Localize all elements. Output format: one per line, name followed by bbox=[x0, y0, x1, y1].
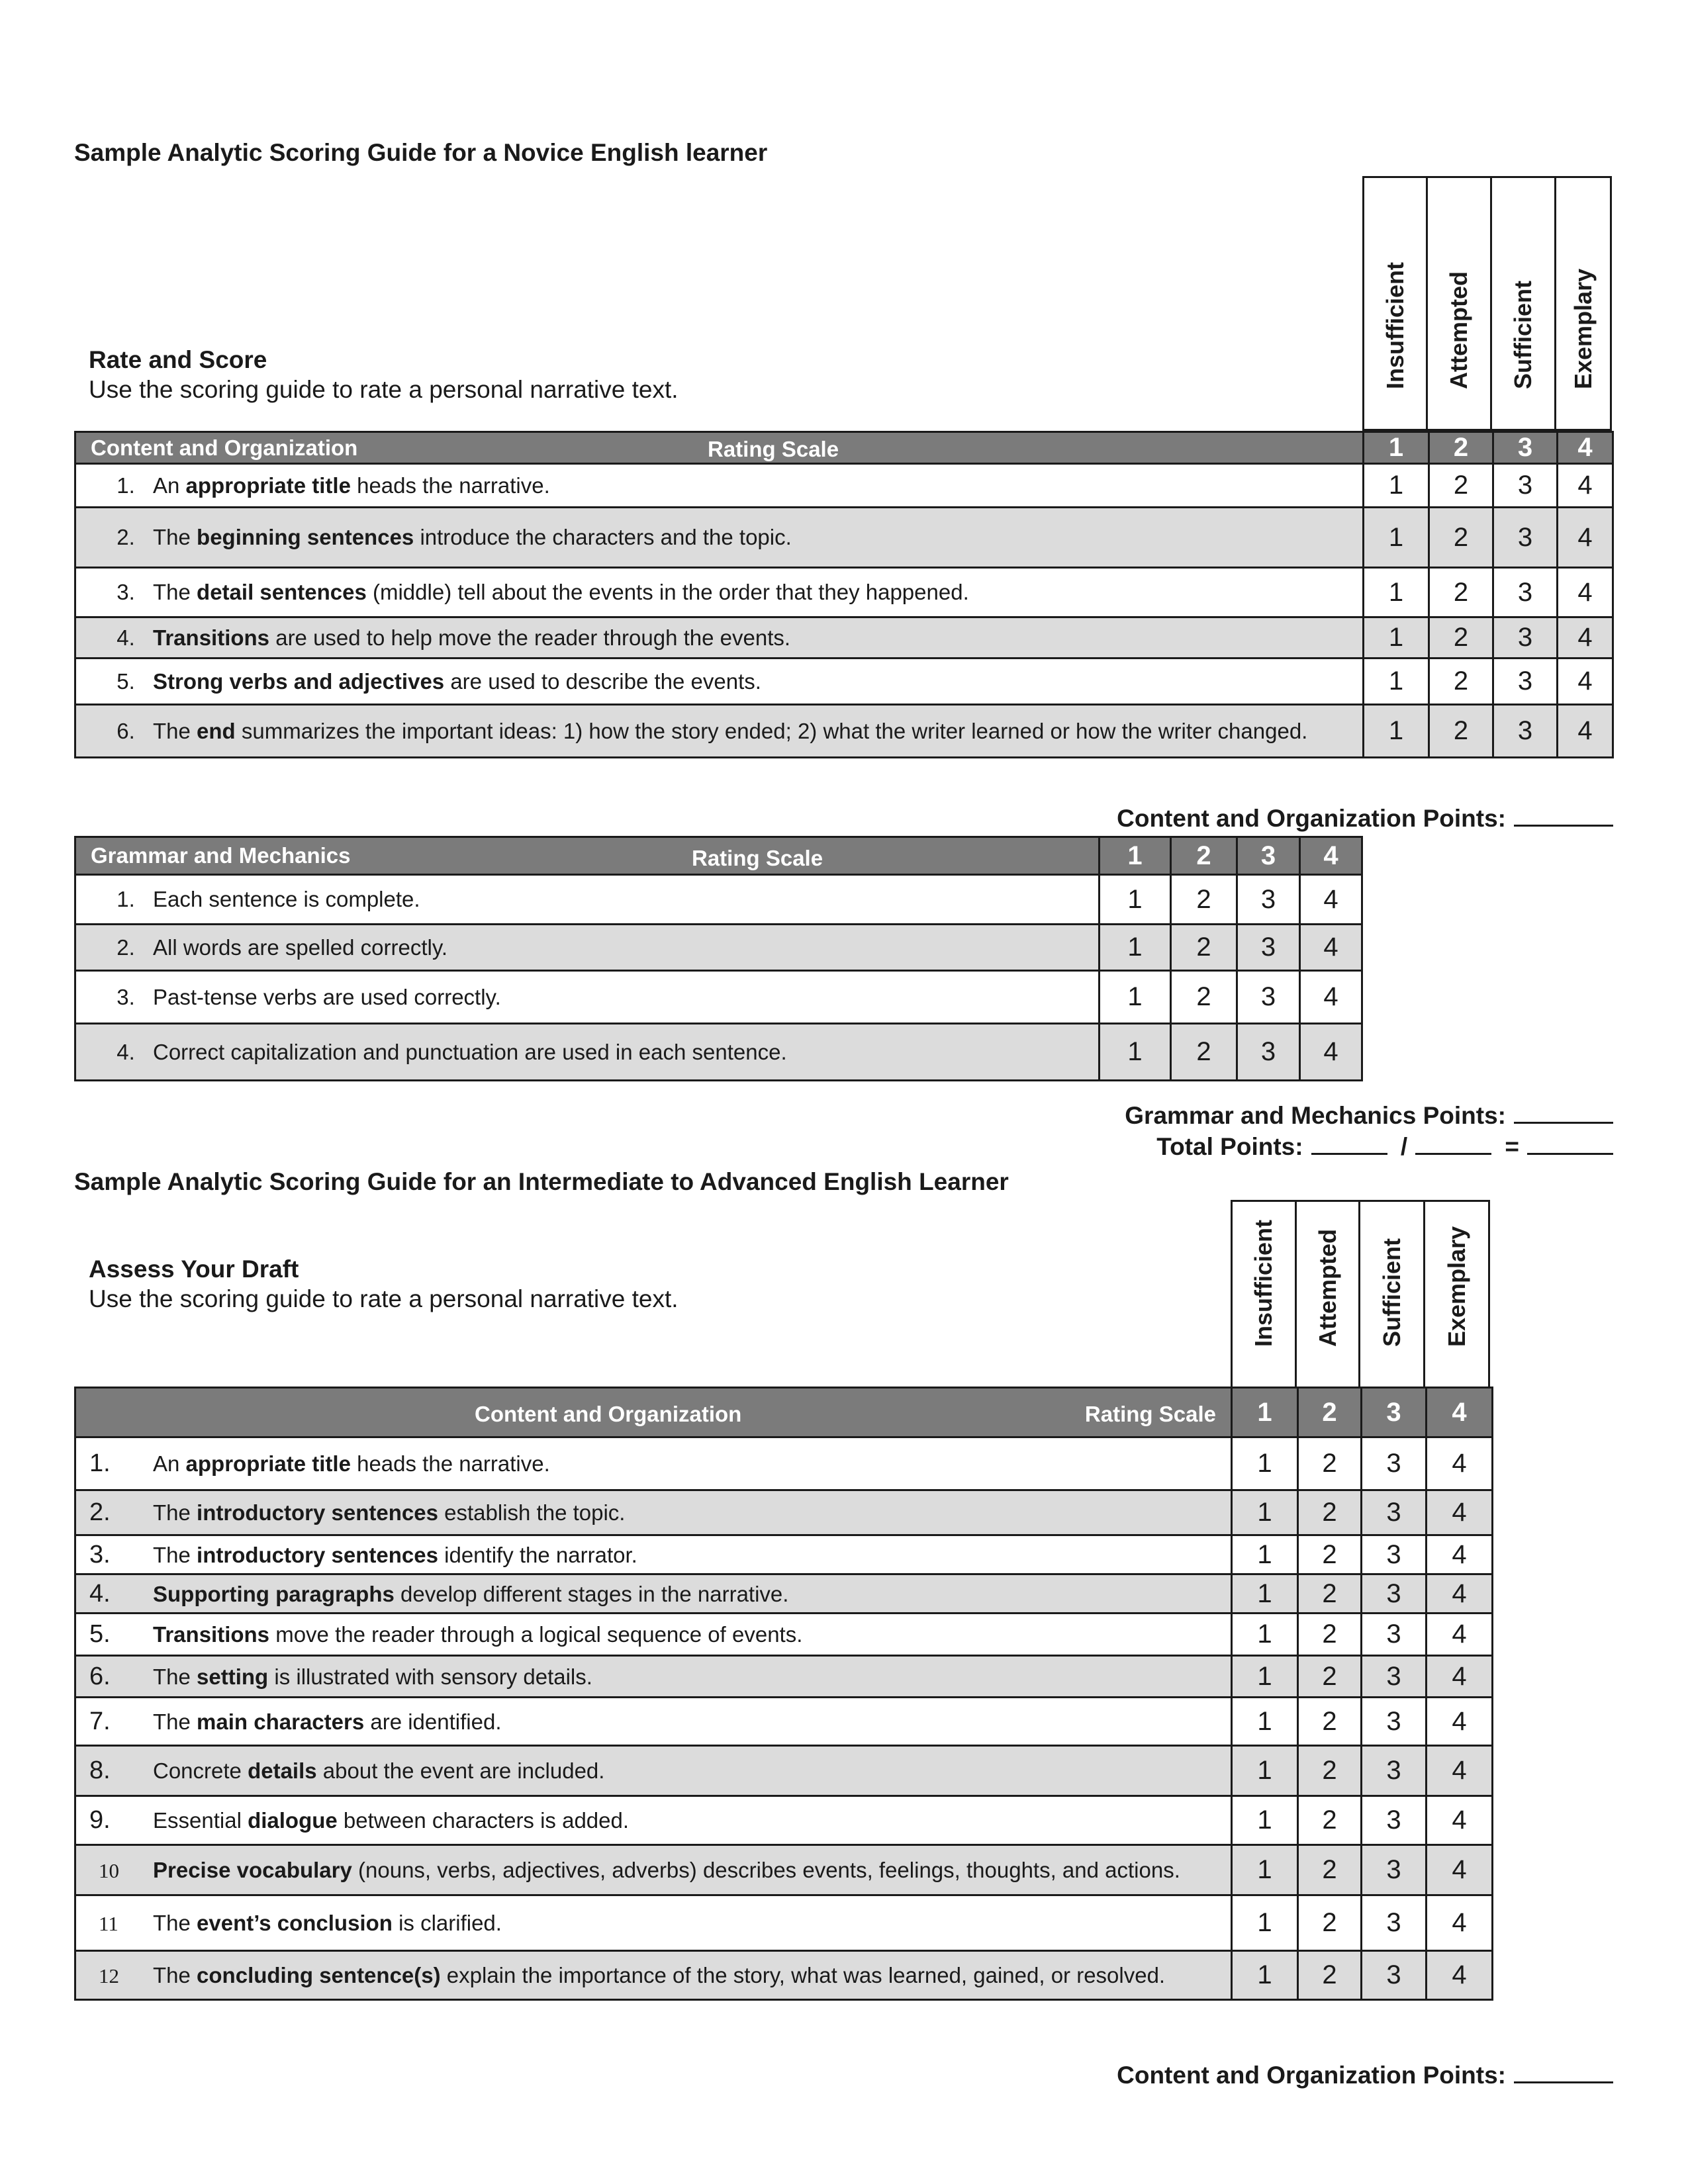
total-blank-earned[interactable] bbox=[1311, 1135, 1387, 1155]
section2-rubric-table bbox=[74, 836, 1363, 1081]
score-option-2[interactable]: 2 bbox=[1429, 617, 1493, 659]
score-option-1[interactable]: 1 bbox=[1232, 1656, 1298, 1698]
score-option-4[interactable]: 4 bbox=[1558, 617, 1613, 659]
score-option-4[interactable]: 4 bbox=[1300, 925, 1362, 971]
criterion-text: The introductory sentences identify the narrator. bbox=[153, 1542, 637, 1567]
score-option-2[interactable]: 2 bbox=[1429, 464, 1493, 508]
score-option-4[interactable]: 4 bbox=[1558, 659, 1613, 705]
criterion-text: The setting is illustrated with sensory details. bbox=[153, 1664, 592, 1689]
score-option-4[interactable]: 4 bbox=[1427, 1796, 1493, 1845]
points-blank[interactable] bbox=[1514, 2064, 1613, 2083]
score-option-1[interactable]: 1 bbox=[1232, 1490, 1298, 1535]
table-row: 12 The concluding sentence(s) explain the importance of the story, what was learned, gained, or resolved. 1 2 3 4 bbox=[75, 1951, 1493, 2000]
score-option-1[interactable]: 1 bbox=[1364, 464, 1429, 508]
score-option-2[interactable]: 2 bbox=[1298, 1656, 1362, 1698]
score-option-1[interactable]: 1 bbox=[1232, 1535, 1298, 1574]
score-option-2[interactable]: 2 bbox=[1429, 659, 1493, 705]
score-option-2[interactable]: 2 bbox=[1298, 1614, 1362, 1656]
score-option-3[interactable]: 3 bbox=[1493, 464, 1558, 508]
table-row: 1. An appropriate title heads the narrative. 1 2 3 4 bbox=[75, 464, 1613, 508]
table-row: 4. Transitions are used to help move the reader through the events. 1 2 3 4 bbox=[75, 617, 1613, 659]
table-row: 1. Each sentence is complete. 1 2 3 4 bbox=[75, 875, 1362, 925]
score-option-2[interactable]: 2 bbox=[1298, 1845, 1362, 1895]
score-option-4[interactable]: 4 bbox=[1427, 1656, 1493, 1698]
score-option-2[interactable]: 2 bbox=[1298, 1490, 1362, 1535]
criterion-text: Concrete details about the event are included. bbox=[153, 1758, 605, 1783]
table-row: 11 The event’s conclusion is clarified. 1 2 3 4 bbox=[75, 1895, 1493, 1951]
section1-rate-title: Rate and Score bbox=[89, 346, 267, 373]
score-option-4[interactable]: 4 bbox=[1427, 1490, 1493, 1535]
grammar-mechanics-points: Grammar and Mechanics Points: bbox=[1125, 1102, 1613, 1130]
criterion-text: An appropriate title heads the narrative. bbox=[153, 473, 550, 498]
header-rating-scale: Rating Scale bbox=[692, 846, 823, 870]
score-option-2[interactable]: 2 bbox=[1171, 971, 1237, 1024]
header-score-3: 3 bbox=[1237, 837, 1300, 875]
header-rating-scale: Rating Scale bbox=[708, 437, 839, 461]
table-row: 1. An appropriate title heads the narrative. 1 2 3 4 bbox=[75, 1437, 1493, 1490]
criterion-text: Supporting paragraphs develop different stages in the narrative. bbox=[153, 1581, 789, 1606]
score-option-3[interactable]: 3 bbox=[1237, 925, 1300, 971]
score-option-3[interactable]: 3 bbox=[1362, 1746, 1427, 1796]
score-option-2[interactable]: 2 bbox=[1171, 875, 1237, 925]
score-option-4[interactable]: 4 bbox=[1300, 1024, 1362, 1081]
score-option-3[interactable]: 3 bbox=[1362, 1951, 1427, 2000]
score-option-2[interactable]: 2 bbox=[1171, 925, 1237, 971]
score-option-3[interactable]: 3 bbox=[1362, 1614, 1427, 1656]
criterion-text: Precise vocabulary (nouns, verbs, adjectives, adverbs) describes events, feelings, thoughts, and actions. bbox=[153, 1857, 1180, 1882]
header-rating-scale: Rating Scale bbox=[1084, 1402, 1216, 1426]
table-row: 6. The end summarizes the important ideas: 1) how the story ended; 2) what the writer learned or how the writer changed. 1 2 3 4 bbox=[75, 705, 1613, 758]
score-option-2[interactable]: 2 bbox=[1298, 1796, 1362, 1845]
header-category: Content and Organization bbox=[475, 1402, 742, 1426]
criterion-text: Each sentence is complete. bbox=[153, 887, 420, 911]
scale-label-sufficient: Sufficient bbox=[1492, 176, 1556, 431]
score-option-1[interactable]: 1 bbox=[1364, 705, 1429, 758]
score-option-4[interactable]: 4 bbox=[1427, 1746, 1493, 1796]
score-option-1[interactable]: 1 bbox=[1100, 971, 1171, 1024]
score-option-3[interactable]: 3 bbox=[1493, 617, 1558, 659]
criterion-text: An appropriate title heads the narrative. bbox=[153, 1451, 550, 1476]
section3-rubric-table bbox=[74, 1387, 1493, 2001]
score-option-2[interactable]: 2 bbox=[1429, 705, 1493, 758]
header-category: Content and Organization bbox=[91, 435, 358, 460]
section3-rate-description: Use the scoring guide to rate a personal narrative text. bbox=[89, 1285, 679, 1312]
criterion-text: The end summarizes the important ideas: 1) how the story ended; 2) what the writer learned or how the writer changed. bbox=[153, 718, 1308, 743]
score-option-3[interactable]: 3 bbox=[1362, 1437, 1427, 1490]
score-option-1[interactable]: 1 bbox=[1232, 1746, 1298, 1796]
score-option-2[interactable]: 2 bbox=[1171, 1024, 1237, 1081]
header-score-3: 3 bbox=[1362, 1388, 1427, 1437]
score-option-2[interactable]: 2 bbox=[1298, 1746, 1362, 1796]
score-option-4[interactable]: 4 bbox=[1558, 568, 1613, 617]
score-option-2[interactable]: 2 bbox=[1298, 1437, 1362, 1490]
section1-rate-description: Use the scoring guide to rate a personal narrative text. bbox=[89, 376, 679, 403]
table-row: 7. The main characters are identified. 1 2 3 4 bbox=[75, 1698, 1493, 1746]
score-option-3[interactable]: 3 bbox=[1237, 971, 1300, 1024]
score-option-4[interactable]: 4 bbox=[1427, 1951, 1493, 2000]
score-option-3[interactable]: 3 bbox=[1362, 1574, 1427, 1614]
table-row: 9. Essential dialogue between characters is added. 1 2 3 4 bbox=[75, 1796, 1493, 1845]
content-organization-points: Content and Organization Points: bbox=[1117, 2062, 1613, 2089]
score-option-3[interactable]: 3 bbox=[1493, 659, 1558, 705]
score-option-3[interactable]: 3 bbox=[1493, 568, 1558, 617]
table-row: 2. The beginning sentences introduce the characters and the topic. 1 2 3 4 bbox=[75, 508, 1613, 568]
score-option-3[interactable]: 3 bbox=[1237, 875, 1300, 925]
header-score-1: 1 bbox=[1232, 1388, 1298, 1437]
table-row: 4. Supporting paragraphs develop different stages in the narrative. 1 2 3 4 bbox=[75, 1574, 1493, 1614]
score-option-1[interactable]: 1 bbox=[1100, 925, 1171, 971]
score-option-1[interactable]: 1 bbox=[1232, 1698, 1298, 1746]
score-option-1[interactable]: 1 bbox=[1364, 659, 1429, 705]
score-option-3[interactable]: 3 bbox=[1362, 1490, 1427, 1535]
section3-scale-header bbox=[1231, 1200, 1490, 1388]
score-option-2[interactable]: 2 bbox=[1429, 508, 1493, 568]
score-option-4[interactable]: 4 bbox=[1427, 1895, 1493, 1951]
score-option-4[interactable]: 4 bbox=[1427, 1698, 1493, 1746]
total-blank-result[interactable] bbox=[1527, 1135, 1613, 1155]
score-option-4[interactable]: 4 bbox=[1558, 464, 1613, 508]
header-score-4: 4 bbox=[1427, 1388, 1493, 1437]
score-option-3[interactable]: 3 bbox=[1362, 1656, 1427, 1698]
score-option-1[interactable]: 1 bbox=[1364, 508, 1429, 568]
score-option-1[interactable]: 1 bbox=[1232, 1845, 1298, 1895]
header-score-4: 4 bbox=[1300, 837, 1362, 875]
score-option-3[interactable]: 3 bbox=[1237, 1024, 1300, 1081]
score-option-4[interactable]: 4 bbox=[1427, 1845, 1493, 1895]
table-row: 3. The introductory sentences identify the narrator. 1 2 3 4 bbox=[75, 1535, 1493, 1574]
score-option-3[interactable]: 3 bbox=[1362, 1895, 1427, 1951]
criterion-text: The introductory sentences establish the topic. bbox=[153, 1500, 626, 1525]
criterion-text: Transitions move the reader through a logical sequence of events. bbox=[153, 1622, 803, 1647]
content-organization-points: Content and Organization Points: bbox=[1117, 805, 1613, 833]
scale-label-insufficient: Insufficient bbox=[1362, 176, 1428, 431]
criterion-text: Essential dialogue between characters is added. bbox=[153, 1808, 630, 1833]
score-option-3[interactable]: 3 bbox=[1362, 1845, 1427, 1895]
table-row: 6. The setting is illustrated with sensory details. 1 2 3 4 bbox=[75, 1656, 1493, 1698]
score-option-1[interactable]: 1 bbox=[1100, 1024, 1171, 1081]
score-option-1[interactable]: 1 bbox=[1364, 617, 1429, 659]
total-points: Total Points: / = bbox=[1156, 1133, 1613, 1161]
score-option-4[interactable]: 4 bbox=[1558, 705, 1613, 758]
section3-heading: Sample Analytic Scoring Guide for an Intermediate to Advanced English Learner bbox=[74, 1168, 1009, 1195]
score-option-1[interactable]: 1 bbox=[1232, 1437, 1298, 1490]
table-row: 2. The introductory sentences establish the topic. 1 2 3 4 bbox=[75, 1490, 1493, 1535]
score-option-1[interactable]: 1 bbox=[1100, 875, 1171, 925]
criterion-text: The main characters are identified. bbox=[153, 1709, 502, 1734]
table-row: 3. Past-tense verbs are used correctly. 1 2 3 4 bbox=[75, 971, 1362, 1024]
table-row: 8. Concrete details about the event are included. 1 2 3 4 bbox=[75, 1746, 1493, 1796]
scale-label-sufficient: Sufficient bbox=[1360, 1200, 1425, 1388]
criterion-text: All words are spelled correctly. bbox=[153, 934, 448, 960]
table-row: 4. Correct capitalization and punctuation are used in each sentence. 1 2 3 4 bbox=[75, 1024, 1362, 1081]
header-score-2: 2 bbox=[1298, 1388, 1362, 1437]
scale-label-attempted: Attempted bbox=[1428, 176, 1492, 431]
score-option-3[interactable]: 3 bbox=[1362, 1796, 1427, 1845]
score-option-4[interactable]: 4 bbox=[1427, 1437, 1493, 1490]
score-option-4[interactable]: 4 bbox=[1427, 1614, 1493, 1656]
score-option-1[interactable]: 1 bbox=[1364, 568, 1429, 617]
score-option-2[interactable]: 2 bbox=[1298, 1535, 1362, 1574]
criterion-text: Correct capitalization and punctuation are used in each sentence. bbox=[153, 1039, 787, 1064]
scale-label-attempted: Attempted bbox=[1297, 1200, 1360, 1388]
criterion-text: The event’s conclusion is clarified. bbox=[153, 1910, 502, 1935]
table-row: 5. Strong verbs and adjectives are used to describe the events. 1 2 3 4 bbox=[75, 659, 1613, 705]
table-row: 2. All words are spelled correctly. 1 2 3 4 bbox=[75, 925, 1362, 971]
score-option-2[interactable]: 2 bbox=[1298, 1951, 1362, 2000]
scale-label-insufficient: Insufficient bbox=[1231, 1200, 1297, 1388]
section1-heading: Sample Analytic Scoring Guide for a Novice English learner bbox=[74, 139, 768, 166]
points-blank[interactable] bbox=[1514, 1104, 1613, 1124]
score-option-2[interactable]: 2 bbox=[1298, 1895, 1362, 1951]
header-score-2: 2 bbox=[1429, 432, 1493, 464]
score-option-4[interactable]: 4 bbox=[1427, 1535, 1493, 1574]
score-option-2[interactable]: 2 bbox=[1298, 1698, 1362, 1746]
score-option-1[interactable]: 1 bbox=[1232, 1614, 1298, 1656]
total-blank-possible[interactable] bbox=[1415, 1135, 1491, 1155]
scale-label-exemplary: Exemplary bbox=[1425, 1200, 1490, 1388]
table-header-row bbox=[75, 432, 1613, 464]
score-option-2[interactable]: 2 bbox=[1298, 1574, 1362, 1614]
score-option-1[interactable]: 1 bbox=[1232, 1895, 1298, 1951]
table-header-row bbox=[75, 1388, 1493, 1437]
score-option-4[interactable]: 4 bbox=[1300, 875, 1362, 925]
scale-label-exemplary: Exemplary bbox=[1556, 176, 1612, 431]
score-option-2[interactable]: 2 bbox=[1429, 568, 1493, 617]
criterion-text: The detail sentences (middle) tell about the events in the order that they happened. bbox=[153, 580, 969, 604]
criterion-text: Past-tense verbs are used correctly. bbox=[153, 984, 501, 1009]
score-option-3[interactable]: 3 bbox=[1493, 508, 1558, 568]
score-option-1[interactable]: 1 bbox=[1232, 1796, 1298, 1845]
score-option-1[interactable]: 1 bbox=[1232, 1951, 1298, 2000]
table-row: 3. The detail sentences (middle) tell about the events in the order that they happened. 1 2 3 4 bbox=[75, 568, 1613, 617]
header-score-1: 1 bbox=[1364, 432, 1429, 464]
criterion-text: The beginning sentences introduce the characters and the topic. bbox=[153, 525, 792, 549]
criterion-text: Transitions are used to help move the reader through the events. bbox=[153, 625, 791, 650]
score-option-3[interactable]: 3 bbox=[1493, 705, 1558, 758]
score-option-3[interactable]: 3 bbox=[1362, 1698, 1427, 1746]
header-category: Grammar and Mechanics bbox=[91, 843, 351, 868]
table-header-row bbox=[75, 837, 1362, 875]
criterion-text: Strong verbs and adjectives are used to describe the events. bbox=[153, 668, 761, 694]
criterion-text: The concluding sentence(s) explain the importance of the story, what was learned, gained, or resolved. bbox=[153, 1962, 1166, 1987]
score-option-1[interactable]: 1 bbox=[1232, 1574, 1298, 1614]
score-option-4[interactable]: 4 bbox=[1558, 508, 1613, 568]
score-option-4[interactable]: 4 bbox=[1427, 1574, 1493, 1614]
header-score-3: 3 bbox=[1493, 432, 1558, 464]
table-row: 10 Precise vocabulary (nouns, verbs, adjectives, adverbs) describes events, feelings, thoughts, and actions. 1 2 3 4 bbox=[75, 1845, 1493, 1895]
header-score-2: 2 bbox=[1171, 837, 1237, 875]
table-row: 5. Transitions move the reader through a logical sequence of events. 1 2 3 4 bbox=[75, 1614, 1493, 1656]
points-blank[interactable] bbox=[1514, 807, 1613, 827]
header-score-4: 4 bbox=[1558, 432, 1613, 464]
section1-rubric-table bbox=[74, 431, 1614, 758]
header-score-1: 1 bbox=[1100, 837, 1171, 875]
score-option-3[interactable]: 3 bbox=[1362, 1535, 1427, 1574]
section3-rate-title: Assess Your Draft bbox=[89, 1255, 299, 1283]
score-option-4[interactable]: 4 bbox=[1300, 971, 1362, 1024]
section1-scale-header bbox=[1362, 176, 1612, 431]
